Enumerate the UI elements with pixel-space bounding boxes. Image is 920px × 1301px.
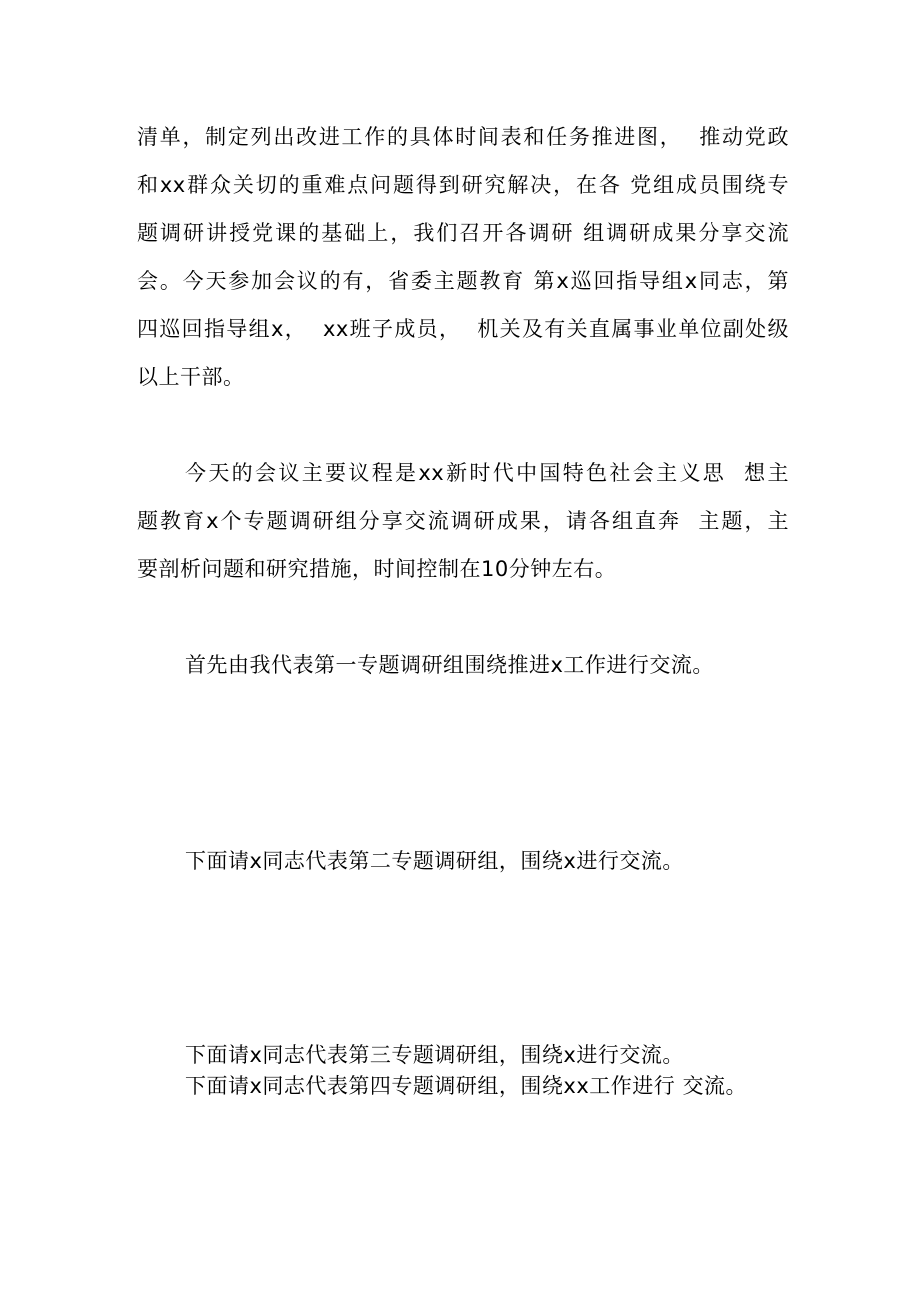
paragraph-1-line-1: 清单，制定列出改进工作的具体时间表和任务推进图， 推动党政 [137,125,789,149]
paragraph-1-line-3: 题调研讲授党课的基础上，我们召开各调研 组调研成果分享交流 [137,221,789,245]
paragraph-1-line-2: 和xx群众关切的重难点问题得到研究解决，在各 党组成员围绕专 [137,173,789,197]
paragraph-4-line-1: 下面请x同志代表第二专题调研组，围绕x进行交流。 [185,849,684,873]
paragraph-1-line-5: 四巡回指导组x， xx班子成员， 机关及有关直属事业单位副处级 [137,317,789,341]
paragraph-5-line-2: 下面请x同志代表第四专题调研组，围绕xx工作进行 交流。 [185,1074,747,1098]
paragraph-3-line-1: 首先由我代表第一专题调研组围绕推进x工作进行交流。 [185,653,714,677]
paragraph-2-line-2: 题教育x个专题调研组分享交流调研成果，请各组直奔 主题，主 [137,509,789,533]
paragraph-1-line-4: 会。今天参加会议的有，省委主题教育 第x巡回指导组x同志，第 [137,269,789,293]
paragraph-2-line-3: 要剖析问题和研究措施，时间控制在10分钟左右。 [137,557,617,581]
paragraph-2-line-1: 今天的会议主要议程是xx新时代中国特色社会主义思 想主 [185,461,789,485]
paragraph-1-line-6: 以上干部。 [137,365,245,389]
paragraph-5-line-1: 下面请x同志代表第三专题调研组，围绕x进行交流。 [185,1043,684,1067]
